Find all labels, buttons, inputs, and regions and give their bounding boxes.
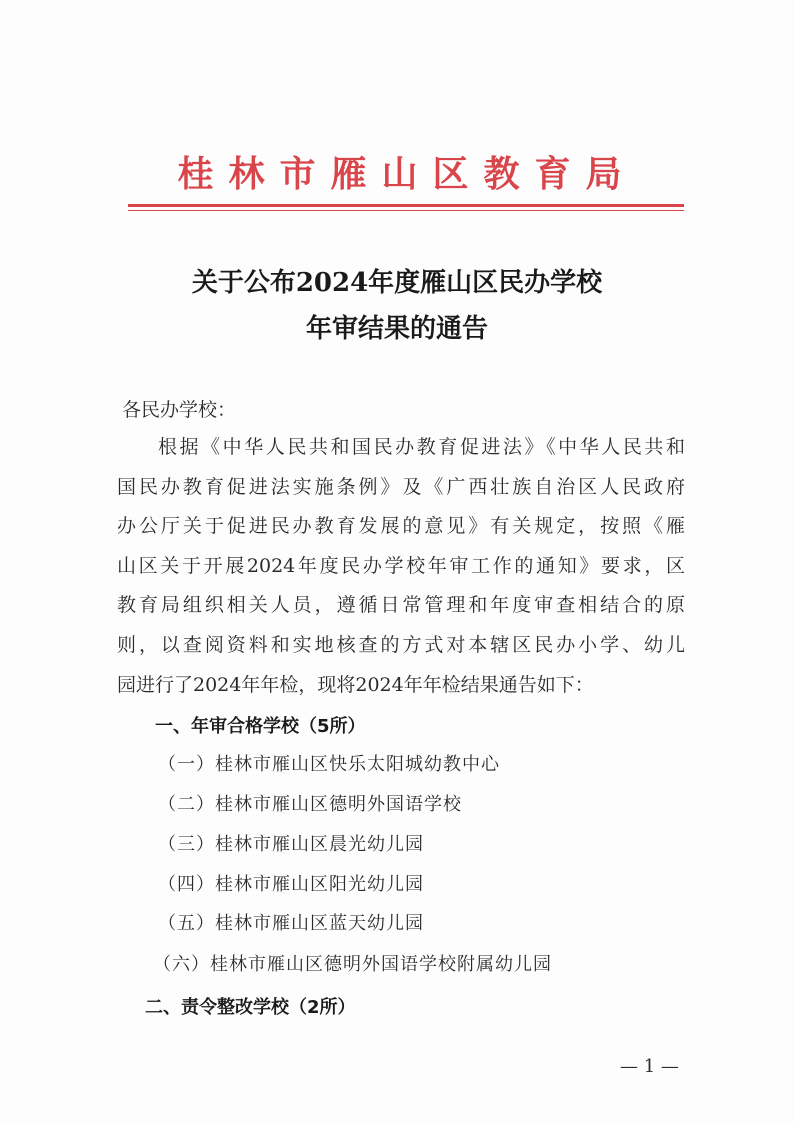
body-line: 园进行了2024年年检，现将2024年年检结果通告如下： [117, 674, 594, 696]
list-item: （六）桂林市雁山区德明外国语学校附属幼儿园 [153, 954, 552, 975]
body-line: 国民办教育促进法实施条例》及《广西壮族自治区人民政府 [117, 476, 685, 498]
section-heading-qualified: 一、年审合格学校（5所） [155, 716, 366, 737]
section-heading-rectify: 二、责令整改学校（2所） [145, 997, 356, 1018]
body-line: 办公厅关于促进民办教育发展的意见》有关规定，按照《雁 [117, 515, 685, 537]
document-title-line-1: 关于公布2024年度雁山区民办学校 [191, 268, 603, 298]
page-number: — 1 — [620, 1056, 679, 1077]
body-line: 山区关于开展2024年度民办学校年审工作的通知》要求，区 [117, 555, 685, 577]
body-line: 根据《中华人民共和国民办教育促进法》《中华人民共和 [158, 436, 685, 458]
header-rule-thin [128, 210, 684, 211]
list-item: （五）桂林市雁山区蓝天幼儿园 [158, 913, 424, 934]
issuing-authority-header: 桂林市雁山区教育局 [177, 154, 637, 195]
list-item: （四）桂林市雁山区阳光幼儿园 [158, 874, 424, 895]
list-item: （一）桂林市雁山区快乐太阳城幼教中心 [158, 754, 500, 775]
body-line: 则，以查阅资料和实地核查的方式对本辖区民办小学、幼儿 [117, 634, 685, 656]
header-rule-thick [128, 204, 684, 207]
document-title-line-2: 年审结果的通告 [305, 314, 488, 344]
body-line: 教育局组织相关人员，遵循日常管理和年度审查相结合的原 [117, 594, 685, 616]
salutation: 各民办学校： [122, 399, 237, 421]
list-item: （二）桂林市雁山区德明外国语学校 [158, 794, 462, 815]
list-item: （三）桂林市雁山区晨光幼儿园 [158, 834, 424, 855]
